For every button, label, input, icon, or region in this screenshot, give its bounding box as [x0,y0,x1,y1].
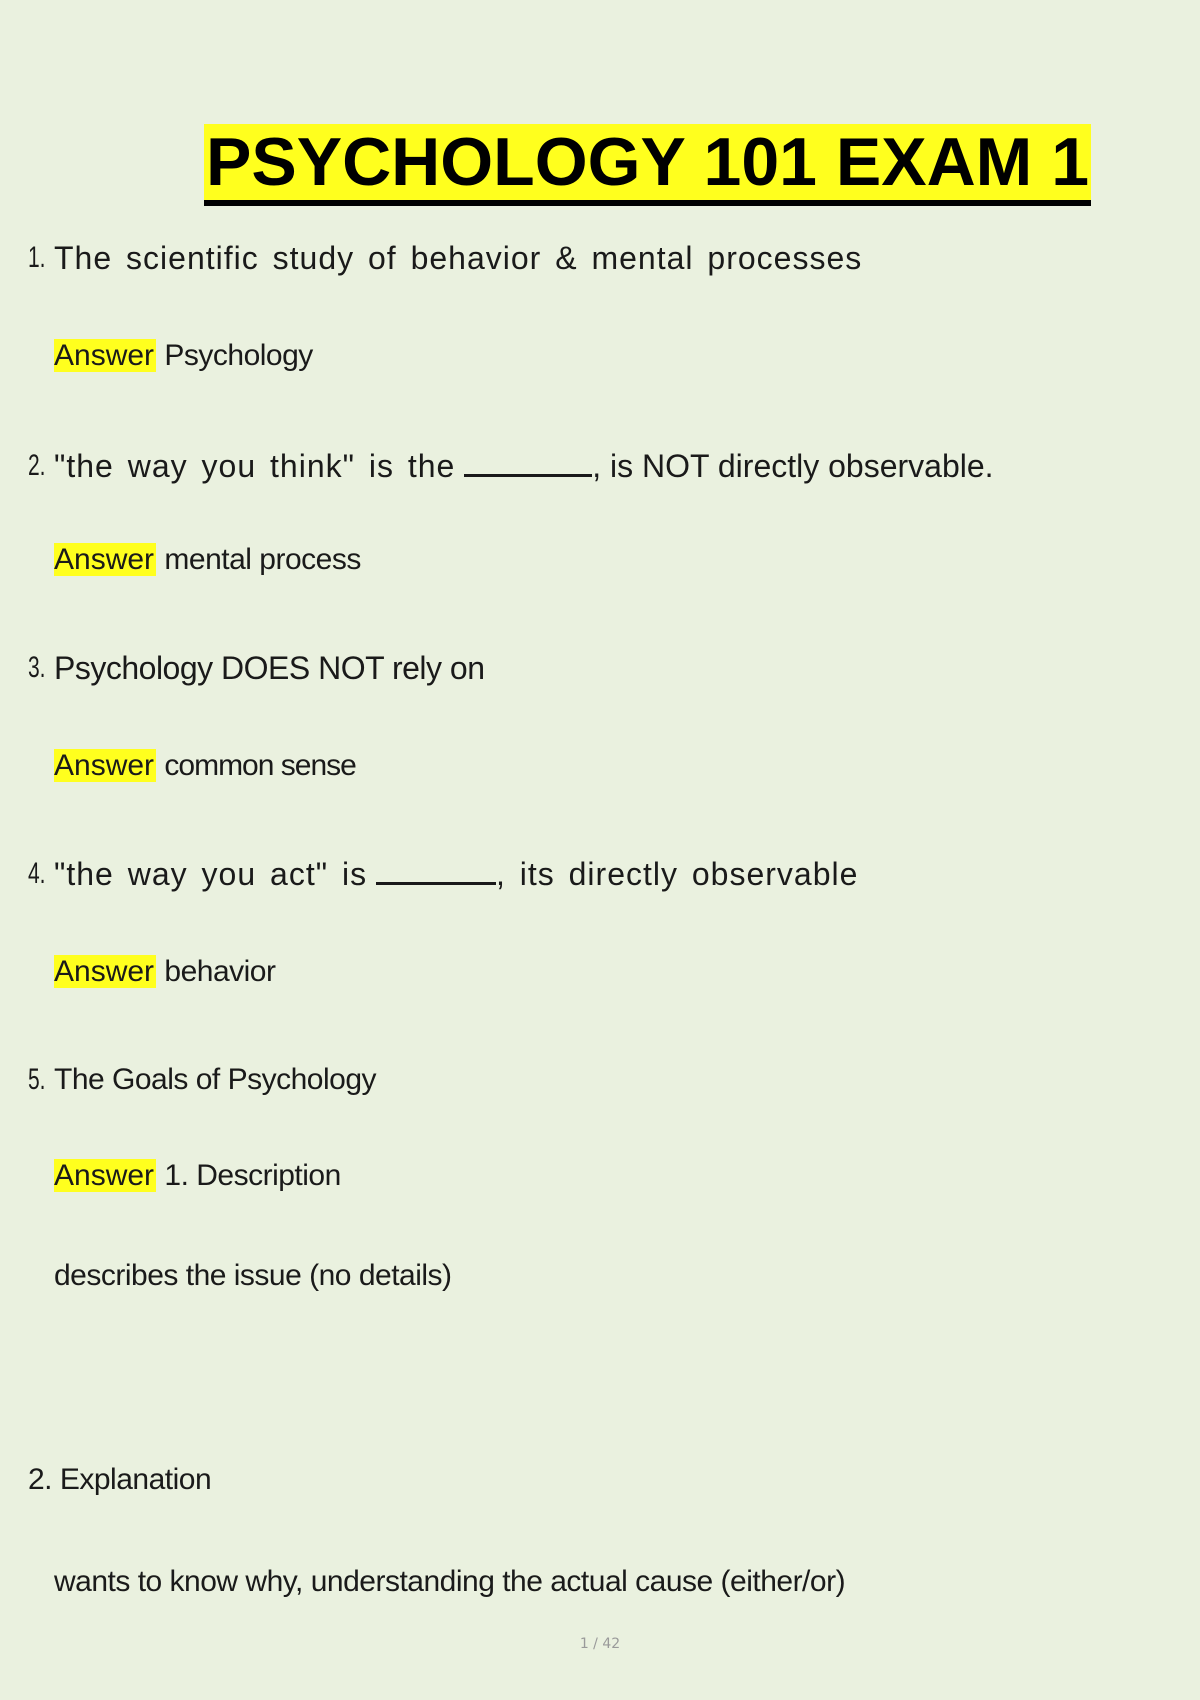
question-number: 3. [28,651,46,684]
answer-2 [54,538,361,582]
answer-detail: wants to know why, understanding the actual cause (either/or) [54,1565,846,1598]
answer-text: 1. Description [164,1159,341,1192]
question-number: 4. [28,857,46,890]
answer-text: Psychology [164,339,313,372]
question-text-before: "the way you act" is [54,856,368,892]
page-title: PSYCHOLOGY 101 EXAM 1 [204,124,1091,206]
question-text: Psychology DOES NOT rely on [54,650,485,686]
answer-blank [376,860,496,885]
answer-text: mental process [164,543,361,576]
question-text [54,446,994,486]
question-number: 2. [28,449,46,482]
answer-blank [464,452,592,477]
question-text-before: "the way you think" is the [54,448,456,484]
question-number: 1. [28,241,46,274]
answer-label: Answer [54,1159,155,1192]
answer-text: common sense [164,749,356,782]
answer-detail: describes the issue (no details) [54,1259,452,1292]
question-text [54,854,858,894]
question-number: 5. [28,1063,46,1096]
answer-label: Answer [54,543,155,576]
question-text-after: , is NOT directly observable. [592,448,994,484]
question-text: The scientific study of behavior & mental processes [54,240,863,276]
answer-1 [54,334,313,378]
answer-label: Answer [54,339,155,372]
answer-label: Answer [54,749,155,782]
answer-4 [54,950,275,994]
answer-text: behavior [164,955,276,988]
answer-3 [54,744,356,788]
answer-label: Answer [54,955,155,988]
question-text: The Goals of Psychology [54,1063,377,1096]
answer-detail-heading: 2. Explanation [28,1463,212,1496]
answer-5 [54,1154,341,1198]
question-text-after: , its directly observable [495,856,859,892]
page-indicator: 1 / 42 [579,1636,621,1652]
